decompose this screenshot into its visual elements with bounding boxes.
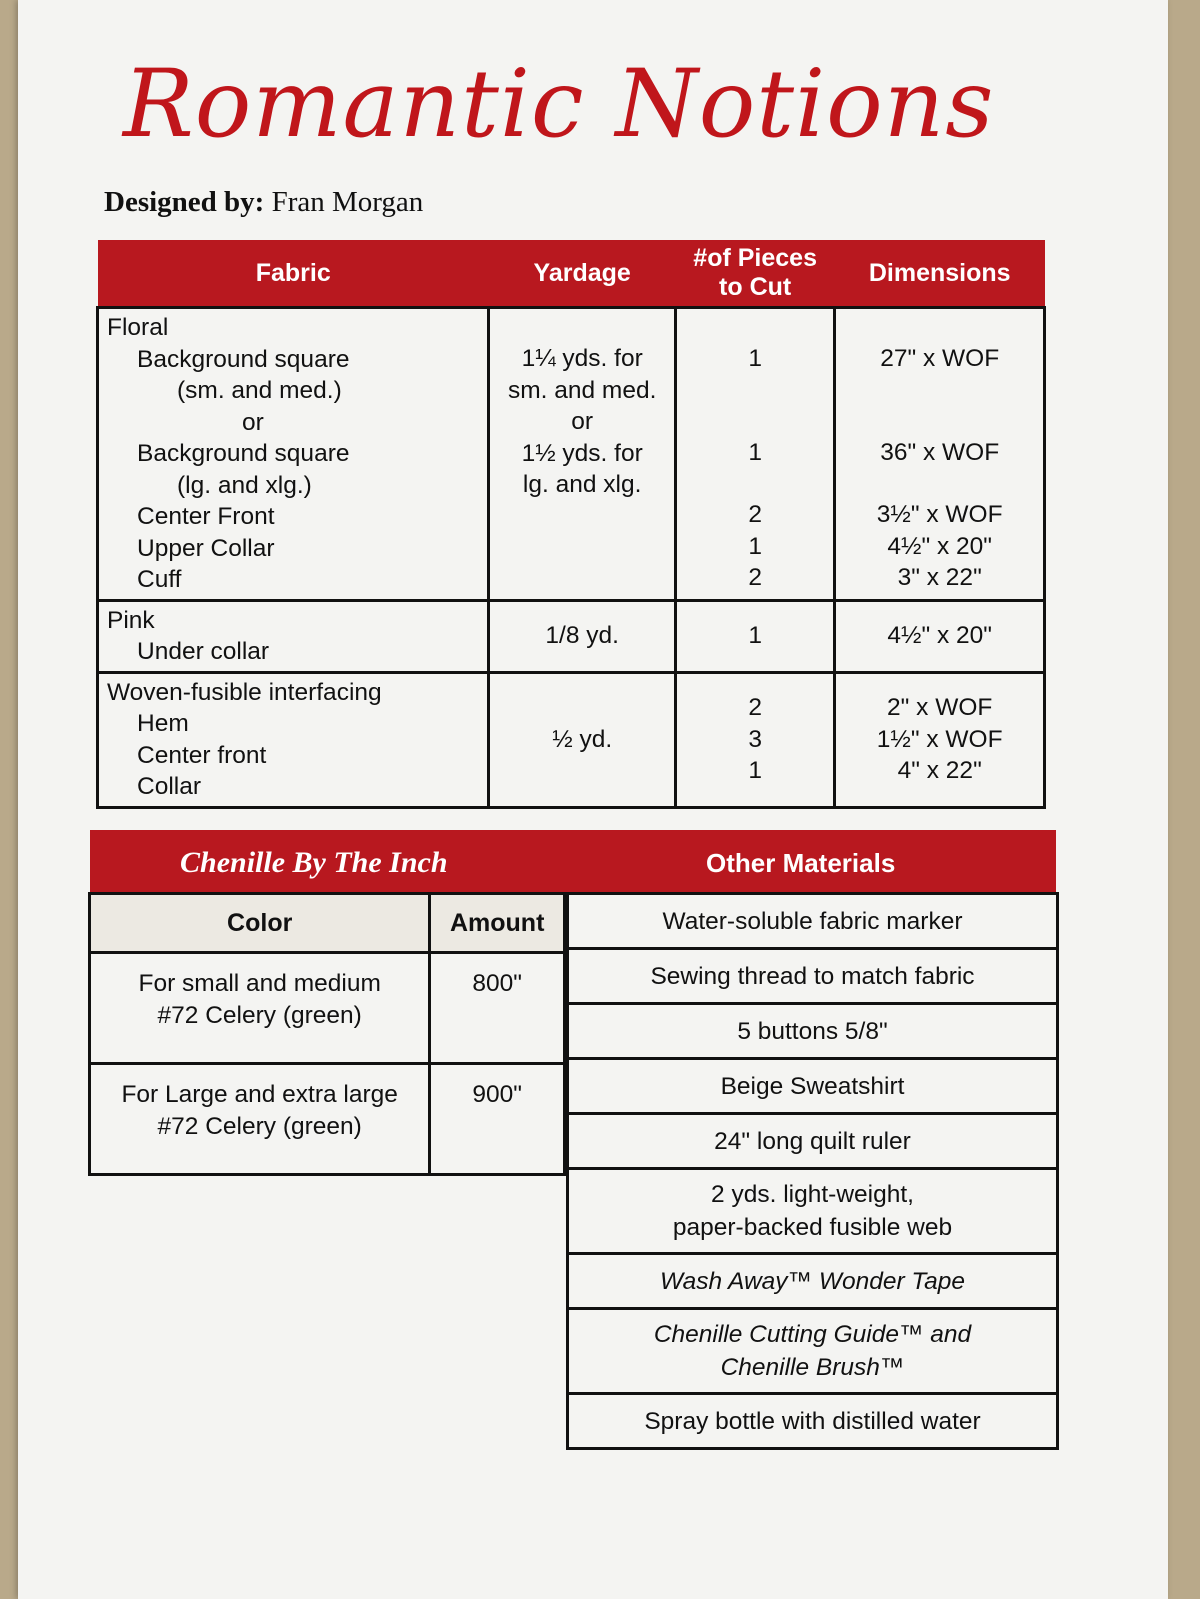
table-row <box>90 1064 565 1175</box>
material-item: Water-soluble fabric marker <box>568 894 1058 949</box>
material-item <box>568 1309 1058 1394</box>
chenille-color: #72 Celery (green) <box>157 1113 362 1140</box>
interfacing-item: Collar <box>137 773 201 800</box>
interfacing-fabric-name: Woven-fusible interfacing <box>107 678 382 706</box>
fabric-table-header <box>98 240 1045 308</box>
floral-dimension: 3" x 22" <box>897 564 982 591</box>
header-dimensions: Dimensions <box>835 240 1045 308</box>
floral-item: Background square <box>137 345 350 373</box>
pink-dimension: 4½" x 20" <box>835 600 1045 672</box>
floral-yardage: sm. and med. <box>507 376 657 404</box>
interfacing-pieces: 2 <box>748 694 762 722</box>
material-line: Chenille Cutting Guide™ and <box>653 1321 972 1348</box>
chenille-table <box>88 892 566 1176</box>
material-line: 2 yds. light-weight, <box>711 1181 914 1208</box>
floral-pieces: 2 <box>748 501 762 528</box>
floral-pieces: 1 <box>748 532 762 560</box>
material-item <box>568 1169 1058 1254</box>
floral-item: (sm. and med.) <box>177 377 342 404</box>
interfacing-item: Hem <box>137 710 189 737</box>
table-row-floral <box>98 308 1045 601</box>
pink-yardage: 1/8 yd. <box>489 600 675 672</box>
pink-item: Under collar <box>137 638 270 665</box>
chenille-title: Chenille By The Inch <box>180 846 448 879</box>
floral-yardage: 1½ yds. for <box>521 439 643 467</box>
pattern-page <box>18 0 1168 1599</box>
floral-dimension: 3½" x WOF <box>876 501 1003 528</box>
interfacing-fabric-cell <box>98 672 489 807</box>
floral-dimension: 27" x WOF <box>880 345 1000 372</box>
table-row <box>90 953 565 1064</box>
floral-yardage: 1¼ yds. for <box>521 345 643 372</box>
floral-pieces: 1 <box>748 345 762 372</box>
other-materials-title: Other Materials <box>706 848 896 878</box>
floral-fabric-name: Floral <box>107 314 169 341</box>
page-title: Romantic Notions <box>123 50 995 159</box>
chenille-color-cell <box>90 1064 430 1175</box>
floral-item: or <box>242 408 264 436</box>
material-line: Chenille Brush™ <box>720 1354 905 1381</box>
floral-pieces: 1 <box>748 438 762 466</box>
fabric-table <box>96 240 1046 809</box>
material-item: Beige Sweatshirt <box>568 1059 1058 1114</box>
floral-pieces: 2 <box>748 564 762 591</box>
interfacing-pieces: 3 <box>748 725 762 753</box>
floral-yardage: or <box>571 408 594 435</box>
designer-line <box>104 186 423 219</box>
interfacing-dimension: 2" x WOF <box>887 694 993 722</box>
chenille-amount: 800" <box>430 953 565 1064</box>
header-fabric: Fabric <box>98 240 489 308</box>
table-row-interfacing <box>98 672 1045 807</box>
pink-fabric-cell <box>98 600 489 672</box>
floral-item: Cuff <box>137 566 182 593</box>
floral-dimension: 36" x WOF <box>880 438 1000 466</box>
header-yardage: Yardage <box>489 240 675 308</box>
header-color: Color <box>90 894 430 953</box>
chenille-amount: 900" <box>430 1064 565 1175</box>
floral-dimension: 4½" x 20" <box>887 532 992 560</box>
interfacing-item: Center front <box>137 741 267 769</box>
table-row-pink <box>98 600 1045 672</box>
pink-fabric-name: Pink <box>107 606 155 634</box>
designer-label: Designed by: <box>104 186 265 218</box>
pink-pieces: 1 <box>675 600 835 672</box>
floral-fabric-cell <box>98 308 489 601</box>
chenille-color: For small and medium <box>138 970 381 997</box>
chenille-color: For Large and extra large <box>121 1081 398 1108</box>
chenille-color-cell <box>90 953 430 1064</box>
header-amount: Amount <box>430 894 565 953</box>
chenille-color: #72 Celery (green) <box>157 1002 362 1029</box>
material-line: paper-backed fusible web <box>672 1214 953 1241</box>
floral-item: Upper Collar <box>137 534 275 562</box>
material-item: Spray bottle with distilled water <box>568 1394 1058 1449</box>
material-item: 24" long quilt ruler <box>568 1114 1058 1169</box>
floral-item: (lg. and xlg.) <box>177 471 312 499</box>
interfacing-dimension: 1½" x WOF <box>876 725 1003 753</box>
floral-yardage-cell <box>489 308 675 601</box>
floral-pieces-cell <box>675 308 835 601</box>
material-item: 5 buttons 5/8" <box>568 1004 1058 1059</box>
floral-yardage: lg. and xlg. <box>522 471 642 498</box>
designer-name: Fran Morgan <box>271 186 424 218</box>
chenille-table-header <box>90 894 565 953</box>
floral-item: Center Front <box>137 503 275 530</box>
material-item: Sewing thread to match fabric <box>568 949 1058 1004</box>
floral-item: Background square <box>137 440 350 467</box>
interfacing-dimensions-cell <box>835 672 1045 807</box>
interfacing-pieces-cell <box>675 672 835 807</box>
interfacing-pieces: 1 <box>748 757 762 785</box>
interfacing-dimension: 4" x 22" <box>897 757 982 785</box>
material-item: Wash Away™ Wonder Tape <box>568 1254 1058 1309</box>
other-materials-table <box>566 892 1059 1450</box>
floral-dimensions-cell <box>835 308 1045 601</box>
interfacing-yardage: ½ yd. <box>489 672 675 807</box>
header-pieces: #of Pieces to Cut <box>675 240 835 308</box>
